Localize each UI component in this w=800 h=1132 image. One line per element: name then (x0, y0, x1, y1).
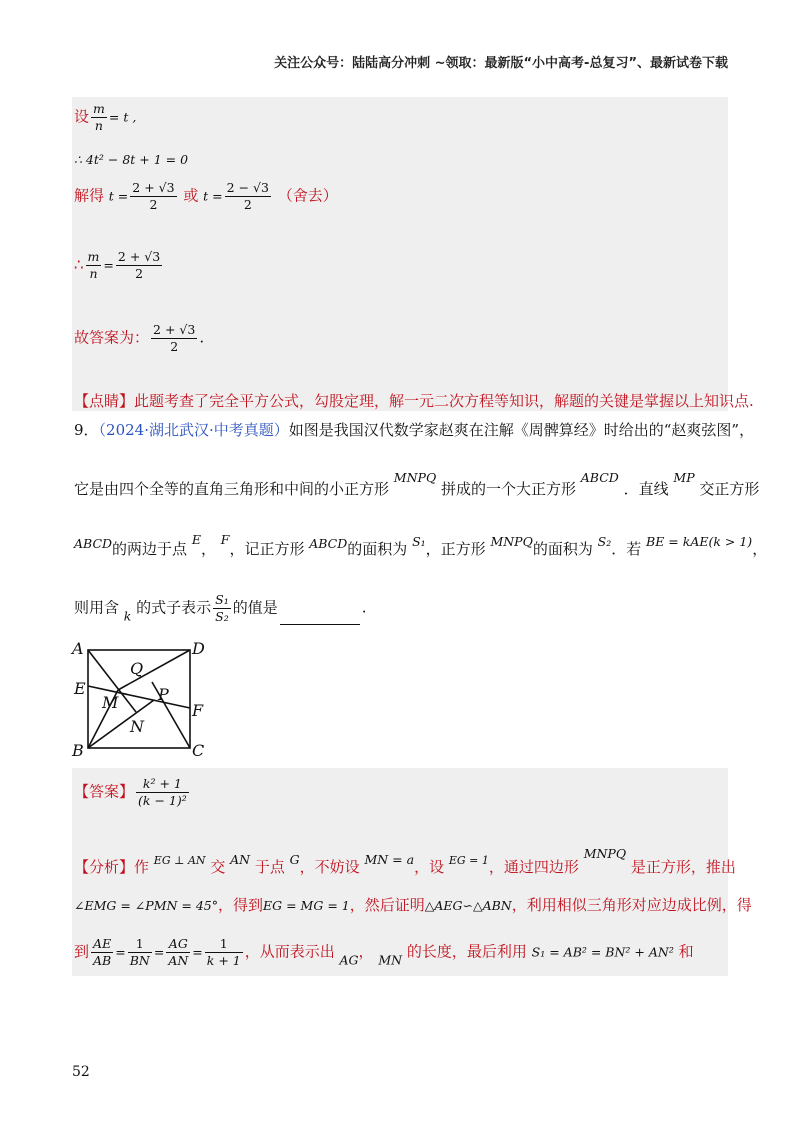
line-b-p (88, 700, 154, 748)
answer-line: 【答案】 $\frac{\text{k² + 1}}{\text{(k − 1)²}}$ (74, 776, 187, 808)
page-number: 52 (72, 1064, 90, 1080)
analysis-line-3: 到 $\frac{AE}{AB}$ = $\frac{1}{BN}$ = $\frac{AG}{AN}$ = $\frac{1}{k + 1}$ ，从而表示出 $_{AG}$， $_{MN}$ 的长度，最后利用 S₁ = AB² = BN² + AN² 和 (74, 936, 694, 968)
label-e: E (74, 679, 86, 698)
equation-line: ∴ 4t² − 8t + 1 = 0 (74, 152, 189, 167)
analysis-line-1: 【分析】作 $^{EG \perp AN}$ 交 $^{AN}$ 于点 $^G$，不妨设 $^{MN = a}$，设 $^{EG = 1}$，通过四边形 $^{MNPQ}$ 是正方形，推出 (74, 846, 736, 876)
label-b: B (72, 741, 84, 758)
label-n: N (130, 717, 144, 736)
label-q: Q (130, 659, 144, 678)
problem-line-3: $^{ABCD}$的两边于点 $^E$， $^F$，记正方形 $^{ABCD}$的面积为 $^{S_1}$，正方形 $^{MNPQ}$的面积为 $^{S_2}$．若 $^{BE = kAE(k > 1)}$， (74, 532, 768, 558)
solution-block (72, 97, 728, 411)
label-d: D (192, 639, 205, 658)
label-f: F (192, 701, 204, 720)
let-line: 设 $\frac{m}{n}$ = t , (74, 101, 137, 133)
ratio-line: ∴ $\frac{m}{n}$ = $\frac{2 + √3}{2}$ (74, 249, 161, 281)
final-answer-line: 故答案为： $\frac{2 + √3}{2}$ . (74, 322, 205, 354)
problem-line-1: 9．（2024·湖北武汉·中考真题）如图是我国汉代数学家赵爽在注解《周髀算经》时给出的“赵爽弦图”， (74, 421, 755, 439)
analysis-line-2: ∠EMG = ∠PMN = 45°，得到EG = MG = 1，然后证明△AEG∽△ABN，利用相似三角形对应边成比例，得 (74, 896, 752, 914)
label-p: P (158, 685, 169, 704)
answer-blank (280, 624, 360, 625)
label-c: C (192, 741, 205, 758)
label-a: A (72, 639, 84, 658)
solve-line: 解得 t = $\frac{2 + √3}{2}$ 或 t = $\frac{2 - √3}{2}$ （舍去） (74, 180, 338, 212)
comment-line: 【点睛】此题考查了完全平方公式，勾股定理，解一元二次方程等知识，解题的关键是掌握以上知识点. (74, 392, 754, 410)
problem-line-2: 它是由四个全等的直角三角形和中间的小正方形 $^{MNPQ}$ 拼成的一个大正方形 $^{ABCD}$ ．直线 $^{MP}$ 交正方形 (74, 470, 760, 498)
problem-line-4: 则用含 $_k$ 的式子表示 $\frac{\text{S₁}}{\text{S₂}}$ 的值是 . (74, 592, 367, 624)
label-m: M (102, 693, 119, 712)
zhaoshuang-diagram (70, 638, 210, 758)
page-header: 关注公众号：陆陆高分冲刺 ~领取：最新版“小中高考-总复习”、最新试卷下载 (274, 56, 728, 71)
